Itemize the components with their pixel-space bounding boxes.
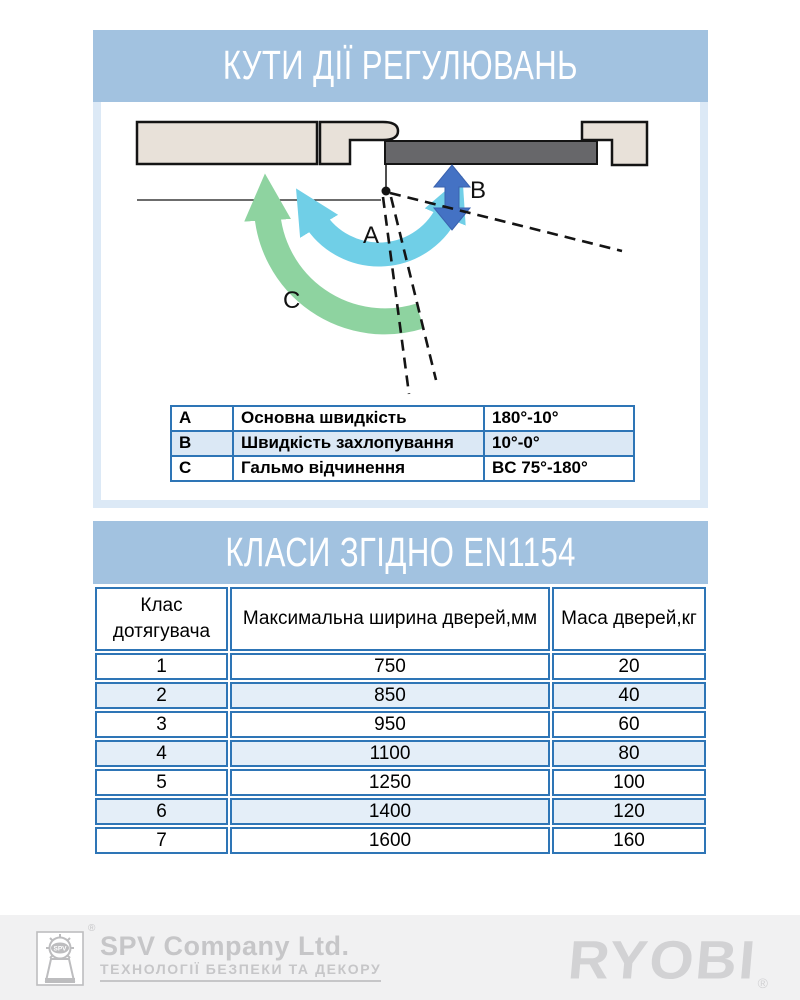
legend-name: Швидкість захлопування: [233, 431, 484, 456]
pivot-point: [382, 187, 391, 196]
spv-logo-body: [46, 959, 74, 981]
legend-value: BC 75°-180°: [484, 456, 634, 481]
spv-registered-mark: ®: [88, 923, 96, 934]
cell-mass: 20: [552, 653, 706, 680]
legend-value: 10°-0°: [484, 431, 634, 456]
cell-class: 6: [95, 798, 228, 825]
cell-width: 850: [230, 682, 550, 709]
legend-name: Основна швидкість: [233, 406, 484, 431]
label-a: A: [363, 222, 380, 249]
cell-width: 1400: [230, 798, 550, 825]
adjustments-legend-table: [170, 405, 635, 482]
dashed-line-open-1: [383, 197, 409, 394]
classes-panel: [93, 521, 708, 856]
en1154-classes-table: [93, 585, 708, 856]
angles-panel-header: [93, 30, 708, 102]
table-row: [95, 711, 706, 738]
cell-width: 950: [230, 711, 550, 738]
table-row: [95, 682, 706, 709]
column-header-width: Максимальна ширина дверей,мм: [230, 587, 550, 651]
label-c: C: [283, 287, 301, 314]
table-row: [95, 740, 706, 767]
door-leaf-left: [137, 122, 317, 164]
classes-panel-title: КЛАСИ ЗГІДНО EN1154: [225, 529, 576, 575]
table-row: [95, 827, 706, 854]
table-row: [95, 769, 706, 796]
cell-class: 5: [95, 769, 228, 796]
cell-mass: 80: [552, 740, 706, 767]
table-row: [95, 653, 706, 680]
angles-panel: [93, 30, 708, 508]
spv-text-block: [100, 932, 381, 982]
cell-class: 2: [95, 682, 228, 709]
arc-a-main-speed-arrow: [314, 208, 449, 255]
label-b: B: [470, 177, 487, 204]
cell-width: 1100: [230, 740, 550, 767]
cell-mass: 100: [552, 769, 706, 796]
spv-tagline: ТЕХНОЛОГІЇ БЕЗПЕКИ ТА ДЕКОРУ: [100, 961, 381, 982]
column-header-mass: Маса дверей,кг: [552, 587, 706, 651]
angles-panel-title: КУТИ ДІЇ РЕГУЛЮВАНЬ: [222, 42, 579, 88]
spv-company-name: SPV Company Ltd.: [100, 931, 350, 961]
cell-mass: 40: [552, 682, 706, 709]
spv-logo-text: SPV: [53, 945, 67, 953]
classes-panel-header: [93, 521, 708, 584]
table-row: [171, 456, 634, 481]
table-row: [171, 406, 634, 431]
table-row: [171, 431, 634, 456]
cell-width: 1250: [230, 769, 550, 796]
cell-class: 3: [95, 711, 228, 738]
cell-mass: 60: [552, 711, 706, 738]
table-row: [95, 798, 706, 825]
angles-diagram-area: [93, 102, 708, 508]
legend-value: 180°-10°: [484, 406, 634, 431]
ryobi-logo: RYOBI: [565, 930, 760, 991]
legend-key: C: [171, 456, 233, 481]
cell-mass: 120: [552, 798, 706, 825]
legend-key: B: [171, 431, 233, 456]
footer-watermark-bar: [0, 915, 800, 1000]
cell-class: 1: [95, 653, 228, 680]
closer-slide-bar: [385, 141, 597, 164]
ryobi-registered-mark: ®: [757, 975, 768, 991]
legend-key: A: [171, 406, 233, 431]
cell-width: 1600: [230, 827, 550, 854]
table-header-row: [95, 587, 706, 651]
legend-name: Гальмо відчинення: [233, 456, 484, 481]
spv-logo-icon: [36, 927, 90, 987]
column-header-class: Клас дотягувача: [95, 587, 228, 651]
cell-class: 4: [95, 740, 228, 767]
cell-class: 7: [95, 827, 228, 854]
cell-width: 750: [230, 653, 550, 680]
cell-mass: 160: [552, 827, 706, 854]
